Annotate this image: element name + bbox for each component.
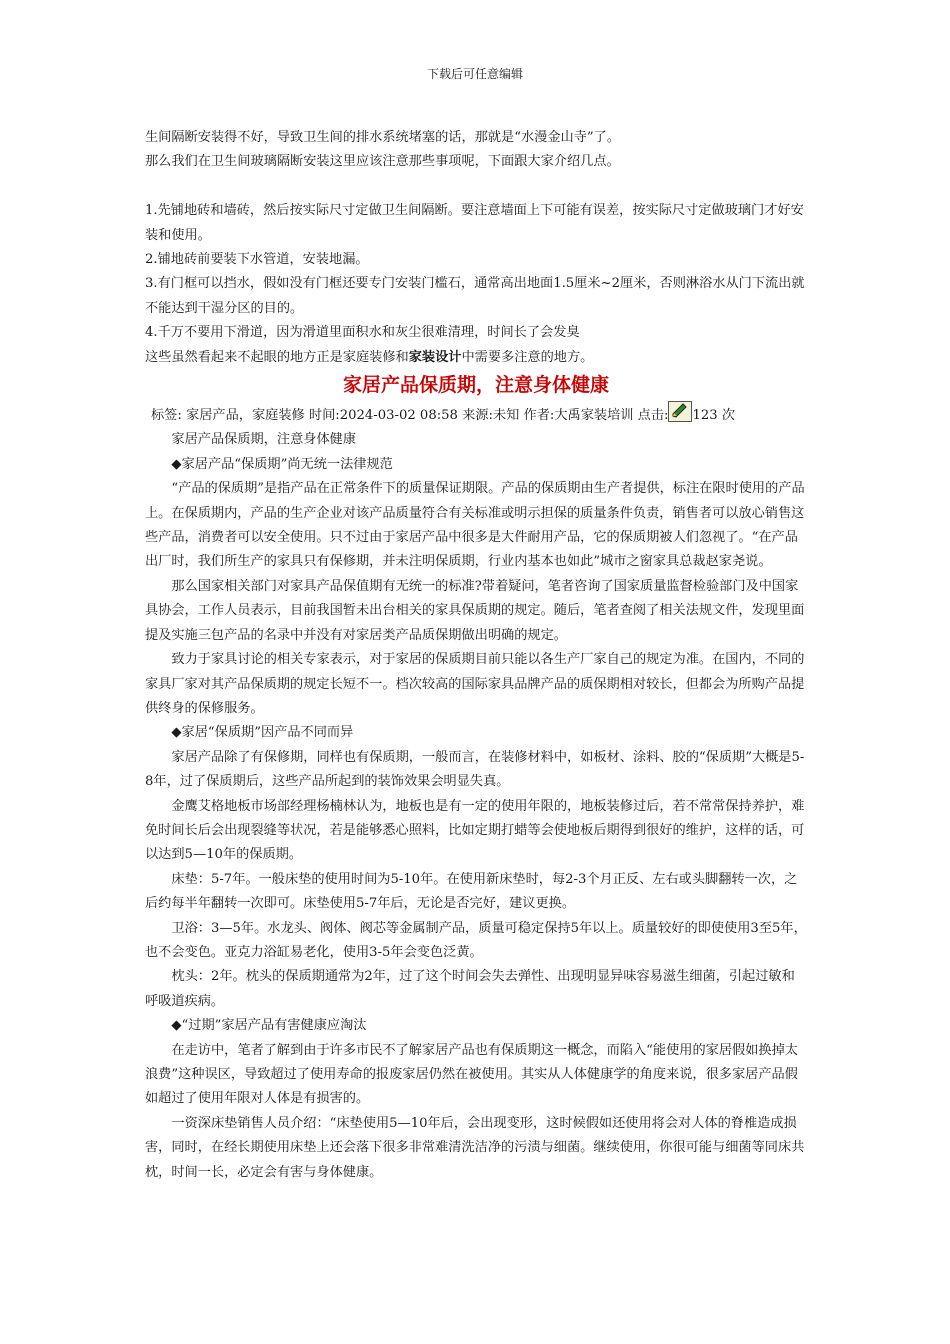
pencil-icon[interactable] <box>668 401 692 422</box>
article-paragraph: “产品的保质期”是指产品在正常条件下的质量保证期限。产品的保质期由生产者提供，标注在限时使用的产品上。在保质期内，产品的生产企业对该产品质量符合有关标准或明示担保的质量条件负责，销售者可以放心销售这些产品，消费者可以安全使用。只不过由于家居产品中很多是大件耐用产品，它的保质期被人们忽视了。“在产品出厂时，我们所生产的家具只有保修期，并未注明保质期，行业内基本也如此”城市之窗家具总裁赵家尧说。 <box>145 481 805 570</box>
article-paragraph: 那么国家相关部门对家具产品保值期有无统一的标准?带着疑问，笔者咨询了国家质量监督检验部门及中国家具协会，工作人员表示，目前我国暂未出台相关的家具保质期的规定。随后，笔者查阅了相关法规文件，发现里面提及实施三包产品的名录中并没有对家居类产品质保期做出明确的规定。 <box>145 578 805 643</box>
section-heading: ◆家居“保质期”因产品不同而异 <box>171 725 354 741</box>
intro-paragraph: 生间隔断安装得不好，导致卫生间的排水系统堵塞的话，那就是“水漫金山寺”了。 <box>145 130 621 145</box>
meta-text: 标签: 家居产品，家庭装修 时间:2024-03-02 08:58 来源:未知 作者:大禹家装培训 点击: <box>151 408 669 424</box>
keyword-link[interactable]: 家装设计 <box>408 349 462 365</box>
article-subtitle: 家居产品保质期，注意身体健康 <box>171 432 357 448</box>
article-paragraph: 床垫：5-7年。一般床垫的使用时间为5-10年。在使用新床垫时，每2-3个月正反、左右或头脚翻转一次，之后约每半年翻转一次即可。床垫使用5-7年后，无论是否完好，建议更换。 <box>145 871 798 912</box>
page-header: 下载后可任意编辑 <box>426 67 523 81</box>
article-paragraph: 致力于家具讨论的相关专家表示，对于家居的保质期目前只能以各生产厂家自己的规定为准。在国内，不同的家具厂家对其产品保质期的规定长短不一。档次较高的国际家具品牌产品的质保期相对较长，但都会为所购产品提供终身的保修服务。 <box>145 652 805 716</box>
article-paragraph: 卫浴：3—5年。水龙头、阀体、阀芯等金属制产品，质量可稳定保持5年以上。质量较好的即使使用3至5年，也不会变色。亚克力浴缸易老化，使用3-5年会变色泛黄。 <box>145 920 807 960</box>
article-paragraph: 金鹰艾格地板市场部经理杨楠林认为，地板也是有一定的使用年限的，地板装修过后，若不常常保持养护，难免时间长后会出现裂缝等状况，若是能够悉心照料，比如定期打蜡等会使地板后期得到很好的维护，这样的话，可以达到5—10年的保质期。 <box>145 798 805 863</box>
blank-line <box>145 175 807 199</box>
document-body <box>145 126 807 1185</box>
article-paragraph: 家居产品除了有保修期，同样也有保质期，一般而言，在装修材料中，如板材、涂料、胶的“保质期”大概是5-8年，过了保质期后，这些产品所起到的装饰效果会明显失真。 <box>145 749 805 790</box>
tip-item: 1.先铺地砖和墙砖，然后按实际尺寸定做卫生间隔断。要注意墙面上下可能有误差，按实际尺寸定做玻璃门才好安装和使用。 <box>145 203 804 243</box>
tip-item: 4.千万不要用下滑道，因为滑道里面积水和灰尘很难清理，时间长了会发臭 <box>145 325 580 341</box>
article-paragraph: 枕头：2年。枕头的保质期通常为2年，过了这个时间会失去弹性、出现明显异味容易滋生细菌，引起过敏和呼吸道疾病。 <box>145 969 795 1009</box>
closing-text: 中需要多注意的地方。 <box>461 349 594 365</box>
click-count: 123 次 <box>692 408 736 424</box>
section-heading: ◆家居产品“保质期”尚无统一法律规范 <box>171 456 393 472</box>
closing-text: 这些虽然看起来不起眼的地方正是家庭装修和 <box>145 349 409 365</box>
closing-paragraph <box>145 346 807 370</box>
intro-paragraph: 那么我们在卫生间玻璃隔断安装这里应该注意那些事项呢，下面跟大家介绍几点。 <box>145 154 620 170</box>
article-title: 家居产品保质期，注意身体健康 <box>342 374 609 397</box>
article-paragraph: 在走访中，笔者了解到由于许多市民不了解家居产品也有保质期这一概念，而陷入“能使用的家居假如换掉太浪费”这种误区，导致超过了使用寿命的报废家居仍然在被使用。其实从人体健康学的角度来说，很多家居产品假如超过了使用年限对人体是有损害的。 <box>145 1042 798 1107</box>
tip-item: 3.有门框可以挡水，假如没有门框还要专门安装门槛石，通常高出地面1.5厘米~2厘米，否则淋浴水从门下流出就不能达到干湿分区的目的。 <box>145 276 805 316</box>
section-heading: ◆“过期”家居产品有害健康应淘汰 <box>171 1018 367 1034</box>
article-paragraph: 一资深床垫销售人员介绍：“床垫使用5—10年后，会出现变形，这时候假如还使用将会对人体的脊椎造成损害，同时，在经长期使用床垫上还会落下很多非常难清洗洁净的污渍与细菌。继续使用，你很可能与细菌等同床共枕，时间一长，必定会有害与身体健康。 <box>145 1115 805 1180</box>
article-meta <box>145 401 807 428</box>
tip-item: 2.铺地砖前要装下水管道，安装地漏。 <box>145 252 369 268</box>
